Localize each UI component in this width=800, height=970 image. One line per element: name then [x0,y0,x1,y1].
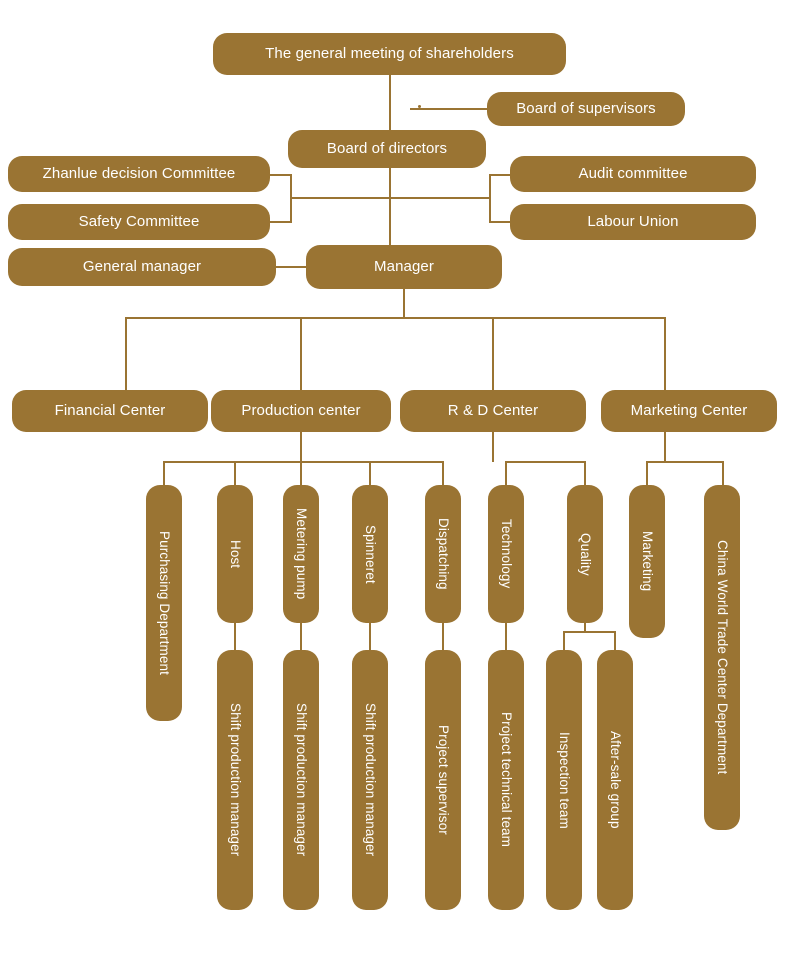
node-after-sale-group[interactable]: After-sale group [597,650,633,910]
connector-host-shift1 [234,622,236,650]
node-inspection-team[interactable]: Inspection team [546,650,582,910]
node-quality[interactable]: Quality [567,485,603,623]
connector-directors-supervisors [410,108,488,110]
connector-quality-inspection [563,631,565,650]
node-project-technical-team[interactable]: Project technical team [488,650,524,910]
connector-directors-manager [389,163,391,245]
connector-production-stem [300,432,302,462]
connector-general-manager [274,266,308,268]
node-china-world-trade-center-department[interactable]: China World Trade Center Department [704,485,740,830]
connector-mkt-marketing [646,461,648,486]
connector-technology-team [505,622,507,650]
node-marketing-center[interactable]: Marketing Center [601,390,777,432]
node-board-of-directors[interactable]: Board of directors [288,130,486,168]
connector-dot [418,105,421,108]
node-metering-pump[interactable]: Metering pump [283,485,319,623]
connector-left-committee-stem [290,197,390,199]
connector-metering-shift2 [300,622,302,650]
node-shift-production-manager-1[interactable]: Shift production manager [217,650,253,910]
connector-quality-bus [563,631,616,633]
node-audit-committee[interactable]: Audit committee [510,156,756,192]
connector-bus-financial [125,317,127,391]
connector-marketing-stem [664,432,666,462]
connector-right-committee-stem [389,197,491,199]
connector-dispatching-supervisor [442,622,444,650]
connector-prod-purchasing [163,461,165,486]
connector-rd-technology [505,461,507,486]
node-technology[interactable]: Technology [488,485,524,623]
node-purchasing-department[interactable]: Purchasing Department [146,485,182,721]
node-host[interactable]: Host [217,485,253,623]
node-zhanlue-decision-committee[interactable]: Zhanlue decision Committee [8,156,270,192]
node-dispatching[interactable]: Dispatching [425,485,461,623]
connector-shareholders-directors [389,75,391,133]
node-manager[interactable]: Manager [306,245,502,289]
connector-rd-quality [584,461,586,486]
connector-prod-dispatching [442,461,444,486]
node-production-center[interactable]: Production center [211,390,391,432]
connector-mkt-ctrade [722,461,724,486]
connector-manager-bus [403,288,405,318]
connector-prod-spinneret [369,461,371,486]
node-shift-production-manager-3[interactable]: Shift production manager [352,650,388,910]
connector-production-bus [163,461,443,463]
connector-prod-metering [300,461,302,486]
connector-quality-aftersale [614,631,616,650]
node-rd-center[interactable]: R & D Center [400,390,586,432]
node-labour-union[interactable]: Labour Union [510,204,756,240]
connector-bus-marketing [664,317,666,391]
connector-bus-production [300,317,302,391]
connector-rd-bus [505,461,585,463]
node-general-manager[interactable]: General manager [8,248,276,286]
node-board-of-supervisors[interactable]: Board of supervisors [487,92,685,126]
node-project-supervisor[interactable]: Project supervisor [425,650,461,910]
connector-rd-stem [492,432,494,462]
connector-center-bus [125,317,665,319]
connector-prod-host [234,461,236,486]
connector-safety [268,221,292,223]
node-spinneret[interactable]: Spinneret [352,485,388,623]
connector-marketing-bus [646,461,723,463]
node-safety-committee[interactable]: Safety Committee [8,204,270,240]
connector-zhanlue [268,174,292,176]
node-financial-center[interactable]: Financial Center [12,390,208,432]
node-shareholders[interactable]: The general meeting of shareholders [213,33,566,75]
node-marketing[interactable]: Marketing [629,485,665,638]
connector-bus-rd [492,317,494,391]
node-shift-production-manager-2[interactable]: Shift production manager [283,650,319,910]
connector-spinneret-shift3 [369,622,371,650]
